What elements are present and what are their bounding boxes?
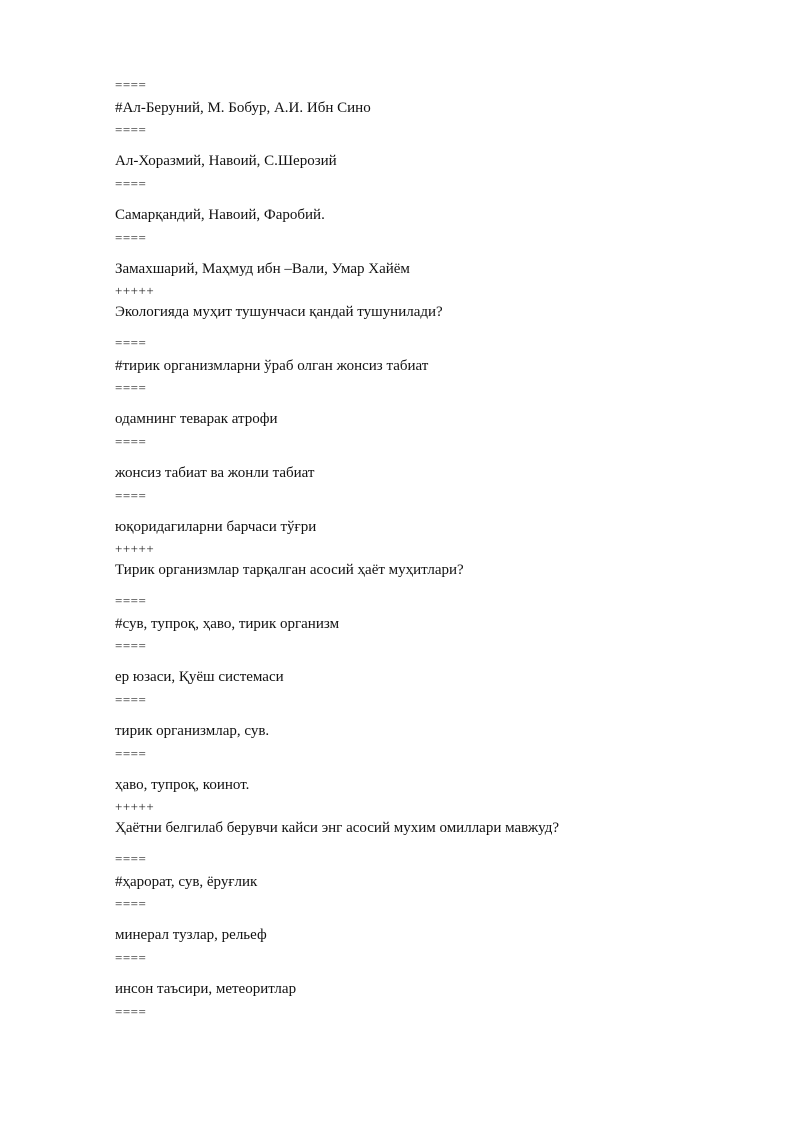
separator-line: ==== [115,122,147,137]
answer-option: Замахшарий, Маҳмуд ибн –Вали, Умар Хайём [115,261,410,277]
answer-option: одамнинг теварак атрофи [115,411,278,427]
question-text: Экологияда муҳит тушунчаси қандай тушунилади? [115,304,443,320]
answer-option: тирик организмлар, сув. [115,723,270,739]
answer-option: Самарқандий, Навоий, Фаробий. [115,207,325,223]
separator-line: ==== [115,434,147,449]
question-text: Ҳаётни белгилаб берувчи кайси энг асосий мухим омиллари мавжуд? [115,820,560,836]
separator-line: ==== [115,380,147,395]
answer-option: юқоридагиларни барчаси тўғри [115,519,317,535]
answer-option: инсон таъсири, метеоритлар [115,981,297,997]
separator-line: ==== [115,335,147,350]
answer-option: ҳаво, тупроқ, коинот. [115,777,250,793]
answer-option: жонсиз табиат ва жонли табиат [115,465,315,481]
separator-line: ==== [115,176,147,191]
answer-option: ер юзаси, Қуёш системаси [115,669,284,685]
separator-line: ==== [115,692,147,707]
answer-option: #ҳарорат, сув, ёруғлик [115,874,258,890]
separator-line: ==== [115,488,147,503]
question-marker: +++++ [115,541,155,556]
separator-line: ==== [115,851,147,866]
separator-line: ==== [115,638,147,653]
answer-option: #сув, тупроқ, ҳаво, тирик организм [115,616,340,632]
question-marker: +++++ [115,283,155,298]
question-marker: +++++ [115,799,155,814]
answer-option: #Ал-Беруний, М. Бобур, А.И. Ибн Сино [115,100,371,116]
separator-line: ==== [115,593,147,608]
separator-line: ==== [115,746,147,761]
separator-line: ==== [115,1004,147,1019]
separator-line: ==== [115,230,147,245]
answer-option: минерал тузлар, рельеф [115,927,267,943]
separator-line: ==== [115,950,147,965]
question-text: Тирик организмлар тарқалган асосий ҳаёт муҳитлари? [115,562,464,578]
answer-option: Ал-Хоразмий, Навоий, С.Шерозий [115,153,337,169]
answer-option: #тирик организмларни ўраб олган жонсиз табиат [115,358,429,374]
separator-line: ==== [115,896,147,911]
separator-line: ==== [115,77,147,92]
